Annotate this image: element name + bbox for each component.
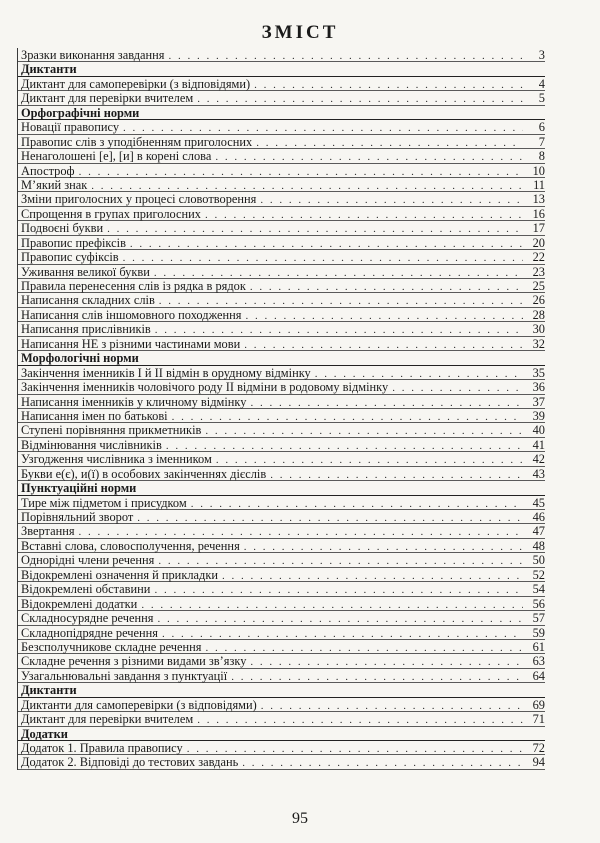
toc-entry — [18, 322, 545, 336]
entry-page-number: 22 — [532, 250, 545, 265]
toc-entry — [18, 626, 545, 640]
entry-title: Правила перенесення слів із рядка в рядок — [21, 279, 246, 293]
section-title: Додатки — [21, 726, 68, 741]
entry-title: Спрощення в групах приголосних — [21, 206, 201, 221]
toc-section-heading — [18, 481, 545, 495]
dot-leader — [169, 49, 523, 63]
dot-leader — [242, 756, 523, 770]
entry-page-number: 36 — [532, 380, 545, 395]
entry-title: Узгодження числівника з іменником — [21, 452, 212, 467]
entry-page-number: 64 — [532, 668, 545, 683]
dot-leader — [250, 655, 523, 669]
toc-entry — [18, 640, 545, 654]
entry-title: Написання слів іншомовного походження — [21, 307, 242, 322]
entry-page-number: 40 — [532, 423, 545, 438]
toc-section-heading — [18, 727, 545, 741]
entry-page-number: 7 — [538, 134, 545, 149]
entry-page-number: 43 — [532, 466, 545, 481]
entry-page-number: 32 — [532, 336, 545, 351]
entry-title: Закінчення іменників I й II відмін в орудному відмінку — [21, 365, 311, 380]
entry-title: М’який знак — [21, 177, 88, 192]
entry-title: Правопис слів з уподібненням приголосних — [21, 134, 253, 149]
section-title: Морфологічні норми — [21, 351, 139, 366]
dot-leader — [91, 179, 523, 193]
entry-title: Написання прислівників — [21, 322, 151, 337]
toc-entry — [18, 77, 545, 91]
entry-title: Звертання — [21, 524, 75, 539]
entry-title: Тире між підметом і присудком — [21, 495, 187, 510]
dot-leader — [254, 78, 523, 92]
dot-leader — [130, 237, 523, 251]
entry-page-number: 69 — [532, 697, 545, 712]
entry-title: Диктанти для самоперевірки (з відповідями) — [21, 697, 257, 712]
entry-page-number: 4 — [538, 76, 545, 91]
entry-title: Написання імен по батькові — [21, 408, 168, 423]
section-title: Диктанти — [21, 683, 77, 698]
toc-entry — [18, 265, 545, 279]
toc-entry — [18, 654, 545, 668]
dot-leader — [159, 294, 523, 308]
toc-entry — [18, 524, 545, 538]
entry-title: Складнопідрядне речення — [21, 625, 158, 640]
entry-title: Узагальнювальні завдання з пунктуації — [21, 668, 228, 683]
toc-entry — [18, 48, 545, 62]
toc-entry — [18, 250, 545, 264]
toc-entry — [18, 510, 545, 524]
entry-page-number: 20 — [532, 235, 545, 250]
dot-leader — [250, 396, 523, 410]
toc-entry — [18, 409, 545, 423]
entry-title: Уживання великої букви — [21, 264, 150, 279]
entry-title: Відокремлені означення й прикладки — [21, 567, 218, 582]
toc-entry — [18, 120, 545, 134]
entry-title: Зміни приголосних у процесі словотворення — [21, 192, 257, 207]
entry-title: Диктант для перевірки вчителем — [21, 712, 194, 727]
dot-leader — [162, 627, 523, 641]
dot-leader — [205, 641, 523, 655]
entry-title: Відокремлені додатки — [21, 596, 138, 611]
entry-title: Диктант для самоперевірки (з відповідями) — [21, 76, 251, 91]
entry-page-number: 25 — [532, 279, 545, 293]
entry-page-number: 61 — [532, 639, 545, 654]
entry-page-number: 13 — [532, 192, 545, 207]
dot-leader — [205, 424, 523, 438]
toc-entry — [18, 164, 545, 178]
entry-page-number: 45 — [532, 495, 545, 510]
entry-title: Подвоєні букви — [21, 221, 104, 236]
dot-leader — [123, 121, 523, 135]
dot-leader — [231, 670, 523, 684]
entry-page-number: 94 — [532, 755, 545, 770]
toc-entry — [18, 712, 545, 726]
dot-leader — [260, 193, 523, 207]
toc-entry — [18, 467, 545, 481]
dot-leader — [154, 266, 523, 280]
entry-page-number: 26 — [532, 293, 545, 308]
dot-leader — [191, 497, 523, 511]
dot-leader — [79, 525, 523, 539]
toc-entry — [18, 669, 545, 683]
toc-entry — [18, 149, 545, 163]
entry-title: Складносурядне речення — [21, 611, 154, 626]
toc-entry — [18, 496, 545, 510]
toc-entry — [18, 236, 545, 250]
dot-leader — [155, 323, 523, 337]
toc-entry — [18, 611, 545, 625]
entry-title: Відмінювання числівників — [21, 437, 162, 452]
toc-entry — [18, 207, 545, 221]
toc-entry — [18, 539, 545, 553]
entry-page-number: 17 — [532, 221, 545, 236]
entry-page-number: 8 — [538, 149, 545, 164]
toc-entry — [18, 221, 545, 235]
entry-title: Букви е(є), и(ї) в особових закінченнях дієслів — [21, 466, 267, 481]
entry-title: Безсполучникове складне речення — [21, 639, 202, 654]
entry-title: Написання складних слів — [21, 293, 155, 308]
entry-page-number: 48 — [532, 538, 545, 553]
toc-entry — [18, 337, 545, 351]
toc-section-heading — [18, 683, 545, 697]
toc-entry — [18, 395, 545, 409]
dot-leader — [107, 222, 523, 236]
toc-entry — [18, 366, 545, 380]
toc-entry — [18, 423, 545, 437]
entry-page-number: 11 — [533, 177, 545, 192]
entry-page-number: 6 — [538, 120, 545, 135]
toc-entry — [18, 452, 545, 466]
dot-leader — [172, 410, 523, 424]
entry-page-number: 5 — [538, 91, 545, 106]
toc-entry — [18, 568, 545, 582]
dot-leader — [154, 583, 523, 597]
toc-section-heading — [18, 351, 545, 365]
dot-leader — [215, 150, 523, 164]
entry-page-number: 41 — [532, 437, 545, 452]
dot-leader — [79, 165, 523, 179]
dot-leader — [137, 511, 523, 525]
entry-title: Вставні слова, словосполучення, речення — [21, 538, 240, 553]
dot-leader — [256, 136, 523, 150]
toc-entry — [18, 135, 545, 149]
entry-title: Правопис префіксів — [21, 235, 126, 250]
dot-leader — [270, 468, 523, 482]
dot-leader — [187, 742, 523, 756]
entry-page-number: 10 — [532, 163, 545, 178]
entry-title: Складне речення з різними видами зв’язку — [21, 654, 247, 669]
section-title: Диктанти — [21, 62, 77, 77]
dot-leader — [250, 280, 523, 294]
dot-leader — [197, 92, 523, 106]
entry-page-number: 72 — [532, 741, 545, 755]
entry-title: Правопис суфіксів — [21, 250, 119, 265]
dot-leader — [244, 338, 523, 352]
entry-page-number: 23 — [532, 264, 545, 279]
dot-leader — [141, 598, 523, 612]
entry-page-number: 54 — [532, 582, 545, 597]
entry-title: Новації правопису — [21, 120, 120, 135]
page-number: 95 — [292, 810, 308, 827]
dot-leader — [123, 251, 523, 265]
page-title: ЗМІСТ — [261, 22, 339, 43]
dot-leader — [244, 540, 523, 554]
entry-title: Написання іменників у кличному відмінку — [21, 394, 247, 409]
entry-page-number: 46 — [532, 510, 545, 524]
entry-title: Однорідні члени речення — [21, 553, 155, 568]
dot-leader — [216, 453, 523, 467]
toc-entry — [18, 438, 545, 452]
entry-page-number: 35 — [532, 365, 545, 380]
entry-title: Закінчення іменників чоловічого роду II відміни в родовому відмінку — [21, 380, 389, 395]
toc-entry — [18, 293, 545, 307]
toc-entry — [18, 597, 545, 611]
entry-page-number: 16 — [532, 206, 545, 221]
dot-leader — [222, 569, 523, 583]
entry-title: Додаток 2. Відповіді до тестових завдань — [21, 755, 239, 770]
entry-page-number: 63 — [532, 654, 545, 669]
dot-leader — [157, 612, 523, 626]
entry-page-number: 50 — [532, 553, 545, 568]
dot-leader — [315, 367, 523, 381]
dot-leader — [166, 439, 523, 453]
entry-title: Написання НЕ з різними частинами мови — [21, 336, 241, 351]
section-title: Орфографічні норми — [21, 105, 140, 120]
entry-page-number: 30 — [532, 322, 545, 337]
entry-page-number: 52 — [532, 567, 545, 582]
dot-leader — [197, 713, 523, 727]
dot-leader — [392, 381, 523, 395]
toc-entry — [18, 192, 545, 206]
toc-entry — [18, 741, 545, 755]
entry-page-number: 28 — [532, 307, 545, 322]
entry-page-number: 42 — [532, 452, 545, 467]
entry-title: Ненаголошені [е], [и] в корені слова — [21, 149, 212, 164]
toc-entry — [18, 178, 545, 192]
entry-page-number: 47 — [532, 524, 545, 539]
entry-page-number: 37 — [532, 394, 545, 409]
entry-page-number: 57 — [532, 611, 545, 626]
dot-leader — [245, 309, 523, 323]
toc-entry — [18, 308, 545, 322]
dot-leader — [205, 208, 523, 222]
table-of-contents — [17, 48, 545, 770]
toc-section-heading — [18, 106, 545, 120]
entry-page-number: 71 — [532, 712, 545, 727]
toc-section-heading — [18, 62, 545, 76]
toc-entry — [18, 380, 545, 394]
entry-title: Апостроф — [21, 163, 75, 178]
toc-entry — [18, 582, 545, 596]
toc-entry — [18, 553, 545, 567]
entry-page-number: 39 — [532, 408, 545, 423]
entry-page-number: 3 — [538, 48, 545, 62]
section-title: Пунктуаційні норми — [21, 481, 137, 496]
dot-leader — [158, 554, 523, 568]
entry-title: Ступені порівняння прикметників — [21, 423, 202, 438]
dot-leader — [261, 699, 523, 713]
entry-title: Додаток 1. Правила правопису — [21, 741, 183, 755]
toc-entry — [18, 91, 545, 105]
entry-title: Відокремлені обставини — [21, 582, 151, 597]
entry-title: Диктант для перевірки вчителем — [21, 91, 194, 106]
entry-title: Зразки виконання завдання — [21, 48, 165, 62]
toc-entry — [18, 755, 545, 769]
entry-page-number: 59 — [532, 625, 545, 640]
toc-entry — [18, 279, 545, 293]
toc-entry — [18, 698, 545, 712]
entry-page-number: 56 — [532, 596, 545, 611]
entry-title: Порівняльний зворот — [21, 510, 134, 524]
